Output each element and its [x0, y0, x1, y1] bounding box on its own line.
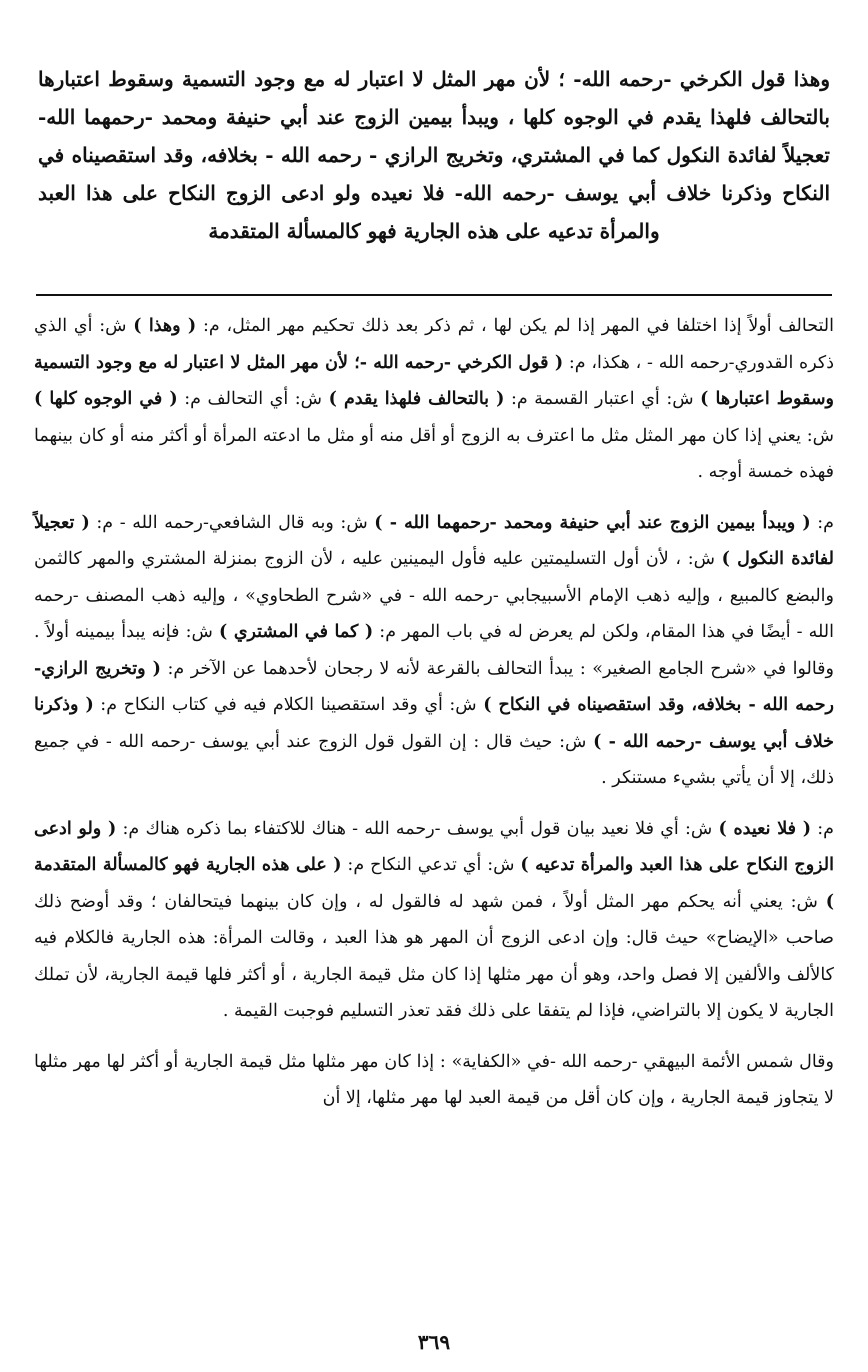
- divider-line: [36, 294, 832, 296]
- commentary-text: ش: وبه قال الشافعي-رحمه الله - م:: [89, 512, 375, 533]
- matn-quote: ( بالتحالف فلهذا يقدم ): [328, 389, 505, 409]
- matn-quote: ( على هذه الجارية فهو كالمسألة المتقدمة ): [34, 855, 834, 912]
- matn-quote: ( وتخريج الرازي- رحمه الله - بخلافه، وقد استقصيناه في النكاح ): [34, 658, 834, 715]
- commentary-text: ش: أي التحالف م:: [177, 389, 329, 409]
- commentary-text: ش: حيث قال : إن القول قول الزوج عند أبي يوسف -رحمه الله - في جميع ذلك، إلا أن يأتي بشيء مستنكر .: [34, 731, 834, 788]
- matn-quote: ( ويبدأ بيمين الزوج عند أبي حنيفة ومحمد -رحمهما الله - ): [374, 512, 811, 533]
- commentary-text: م:: [810, 512, 834, 533]
- commentary-paragraph: [34, 308, 834, 491]
- commentary-text: ش: أي تدعي النكاح م:: [341, 855, 521, 875]
- commentary-paragraph: [34, 505, 834, 797]
- matn-quote: ( في الوجوه كلها ): [34, 389, 178, 409]
- matn-quote: ( فلا نعيده ): [718, 818, 812, 839]
- page-number: ٣٦٩: [417, 1330, 451, 1354]
- commentary-text: ش: فإنه يبدأ بيمينه أولاً . وقالوا في «شرح الجامع الصغير» : يبدأ التحالف بالقرعة لأنه لا رجحان لأحدهما عن الآخر م:: [34, 622, 835, 679]
- commentary-text: م:: [811, 818, 835, 839]
- commentary-text: ش: أي وقد استقصينا الكلام فيه في كتاب النكاح م:: [93, 695, 484, 715]
- matn-quote: ( وذكرنا خلاف أبي يوسف -رحمه الله - ): [34, 695, 834, 752]
- commentary-text: ش: أي الذي ذكره القدوري-رحمه الله - ، هكذا، م:: [34, 316, 835, 373]
- commentary-text: ش: ، لأن أول التسليمتين عليه فأول اليمينين عليه ، لأن الزوج بمنزلة المشتري والمهر كالثمن والبضع كالمبيع ، وإليه ذهب الإمام الأسبيجابي -رحمه الله - في «شرح الطحاوي» ، وإليه ذهب المصنف -رحمه الله - أيضًا في هذا المقام، ولكن لم يعرض له في باب المهر م:: [34, 549, 834, 642]
- matn-quote: ( كما في المشتري ): [218, 622, 374, 642]
- commentary-text: ش: يعني أنه يحكم مهر المثل أولاً ، فمن شهد له فالقول له ، وإن كان بينهما فيتحالفان ؛ وقد أوضح ذلك صاحب «الإيضاح» حيث قال: وإن ادعى الزوج أن المهر هو هذا العبد ، وقالت المرأة: هذه الجارية فالكلام فيه كالألف والألفين إلا فصل واحد، وهو أن مهر مثلها إذا كان مثل قيمة الجارية ، أو أكثر فلها قيمة الجارية، لأن تملك الجارية لا يكون إلا بالتراضي، فإذا لم يتفقا على ذلك فقد تعذر التسليم فوجبت القيمة .: [34, 891, 834, 1021]
- commentary-text: وقال شمس الأئمة البيهقي -رحمه الله -في «الكفاية» : إذا كان مهر مثلها مثل قيمة الجارية أو أكثر لها مهر مثلها لا يتجاوز قيمة الجارية ، وإن كان أقل من قيمة العبد لها مهر مثلها، إلا أن: [34, 1051, 834, 1108]
- matn-quote: ( ولو ادعى الزوج النكاح على هذا العبد والمرأة تدعيه ): [34, 818, 834, 875]
- commentary: [34, 308, 834, 1117]
- matn-text: وهذا قول الكرخي -رحمه الله- ؛ لأن مهر المثل لا اعتبار له مع وجود التسمية وسقوط اعتبارها بالتحالف فلهذا يقدم في الوجوه كلها ، ويبدأ بيمين الزوج عند أبي حنيفة ومحمد -رحمهما الله- تعجيلاً لفائدة النكول كما في المشتري، وتخريج الرازي - رحمه الله - بخلافه، وقد استقصيناه في النكاح وذكرنا خلاف أبي يوسف -رحمه الله- فلا نعيده ولو ادعى الزوج النكاح على هذا العبد والمرأة تدعيه على هذه الجارية فهو كالمسألة المتقدمة: [38, 67, 830, 243]
- commentary-paragraph: [34, 811, 834, 1030]
- matn-quote: ( تعجيلاً لفائدة النكول ): [34, 512, 834, 569]
- matn-quote: ( وهذا ): [133, 316, 197, 336]
- commentary-text: ش: يعني إذا كان مهر المثل مثل ما اعترف به الزوج أو أقل منه أو مثل ما ادعته المرأة أو أكثر منه أو كان بينهما فهذه خمسة أوجه .: [34, 425, 834, 482]
- commentary-text: التحالف أولاً إذا اختلفا في المهر إذا لم يكن لها ، ثم ذكر بعد ذلك تحكيم مهر المثل، م:: [196, 316, 834, 336]
- commentary-paragraph: [34, 1044, 834, 1117]
- commentary-text: ش: أي اعتبار القسمة م:: [504, 389, 701, 409]
- commentary-text: ش: أي فلا نعيد بيان قول أبي يوسف -رحمه الله - هناك للاكتفاء بما ذكره هناك م:: [116, 818, 719, 839]
- matn-quote: ( قول الكرخي -رحمه الله -؛ لأن مهر المثل لا اعتبار له مع وجود التسمية وسقوط اعتبارها ): [34, 352, 835, 409]
